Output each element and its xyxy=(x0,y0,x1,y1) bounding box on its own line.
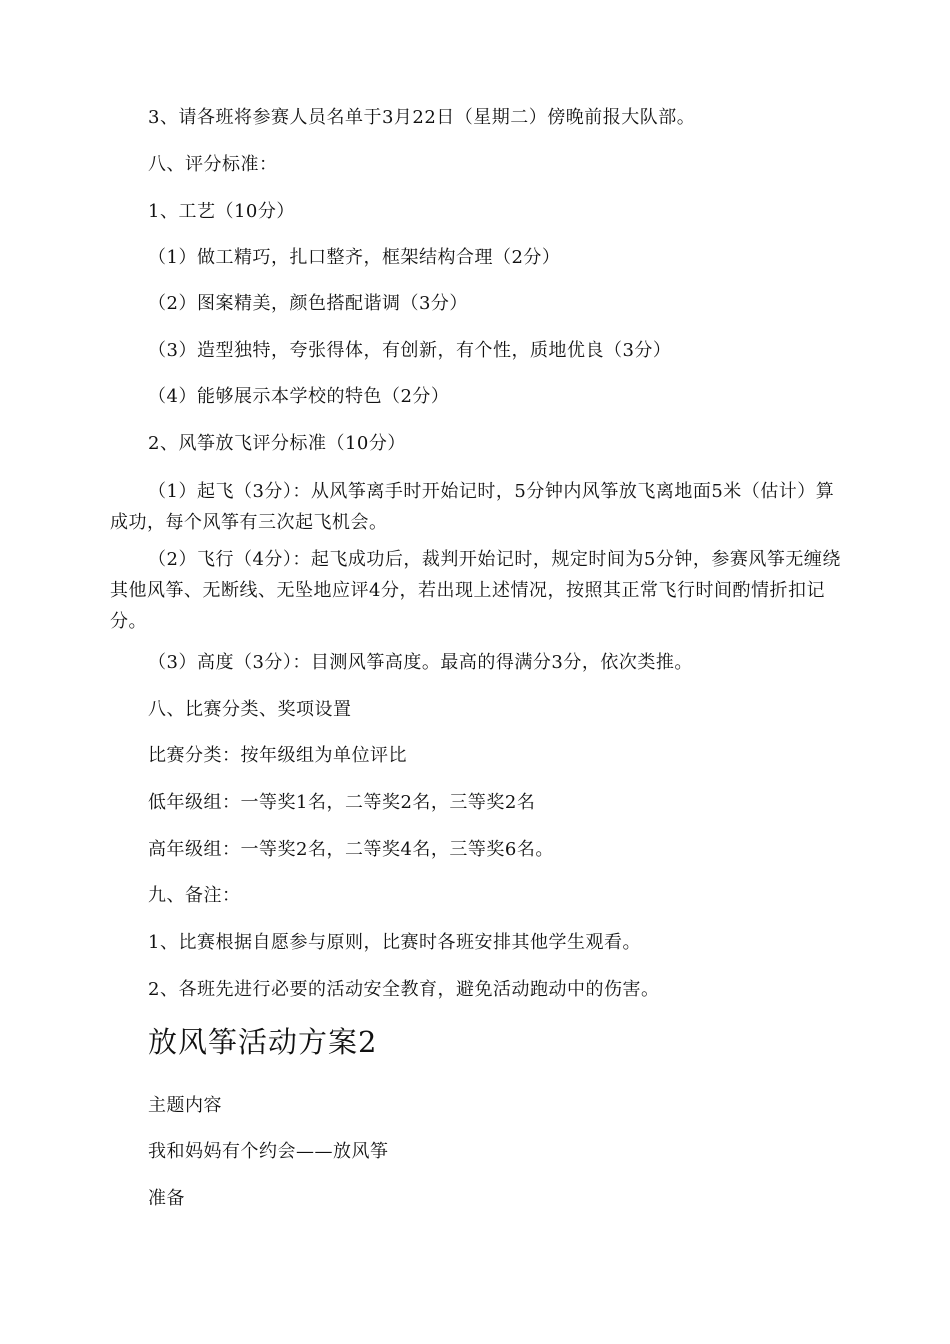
text-line-craft-1: （1）做工精巧，扎口整齐，框架结构合理（2分） xyxy=(148,247,561,268)
text-line-craft-2: （2）图案精美，颜色搭配谐调（3分） xyxy=(148,293,468,314)
text-line-note-1: 1、比赛根据自愿参与原则，比赛时各班安排其他学生观看。 xyxy=(148,932,641,953)
text-line-flight-standard: 2、风筝放飞评分标准（10分） xyxy=(148,433,406,454)
text-line-theme: 主题内容 xyxy=(148,1095,222,1116)
section-heading-scoring: 八、评分标准： xyxy=(148,154,278,175)
paragraph-takeoff: （1）起飞（3分）：从风筝离手时开始记时，5分钟内风筝放飞离地面5米（估计）算成功，每个风筝有三次起飞机会。 xyxy=(110,481,835,533)
section-heading-notes: 九、备注： xyxy=(148,885,241,906)
text-line-craft-4: （4）能够展示本学校的特色（2分） xyxy=(148,386,450,407)
text-line-appointment: 我和妈妈有个约会——放风筝 xyxy=(148,1141,389,1162)
paragraph-flight: （2）飞行（4分）：起飞成功后，裁判开始记时，规定时间为5分钟，参赛风筝无缠绕其他风筝、无断线、无坠地应评4分，若出现上述情况，按照其正常飞行时间酌情折扣记分。 xyxy=(110,549,841,632)
text-line-height: （3）高度（3分）：目测风筝高度。最高的得满分3分，依次类推。 xyxy=(148,652,693,673)
text-line-deadline: 3、请各班将参赛人员名单于3月22日（星期二）傍晚前报大队部。 xyxy=(148,107,696,128)
text-line-craft-3: （3）造型独特，夸张得体，有创新，有个性，质地优良（3分） xyxy=(148,340,672,361)
text-line-preparation: 准备 xyxy=(148,1188,185,1209)
text-line-upper-grade: 高年级组：一等奖2名，二等奖4名，三等奖6名。 xyxy=(148,839,554,860)
text-line-note-2: 2、各班先进行必要的活动安全教育，避免活动跑动中的伤害。 xyxy=(148,979,660,1000)
text-line-lower-grade: 低年级组：一等奖1名，二等奖2名，三等奖2名 xyxy=(148,792,536,813)
page-title: 放风筝活动方案2 xyxy=(148,1025,378,1059)
text-line-category: 比赛分类：按年级组为单位评比 xyxy=(148,745,407,766)
section-heading-awards: 八、比赛分类、奖项设置 xyxy=(148,699,352,720)
text-line-craft: 1、工艺（10分） xyxy=(148,201,295,222)
